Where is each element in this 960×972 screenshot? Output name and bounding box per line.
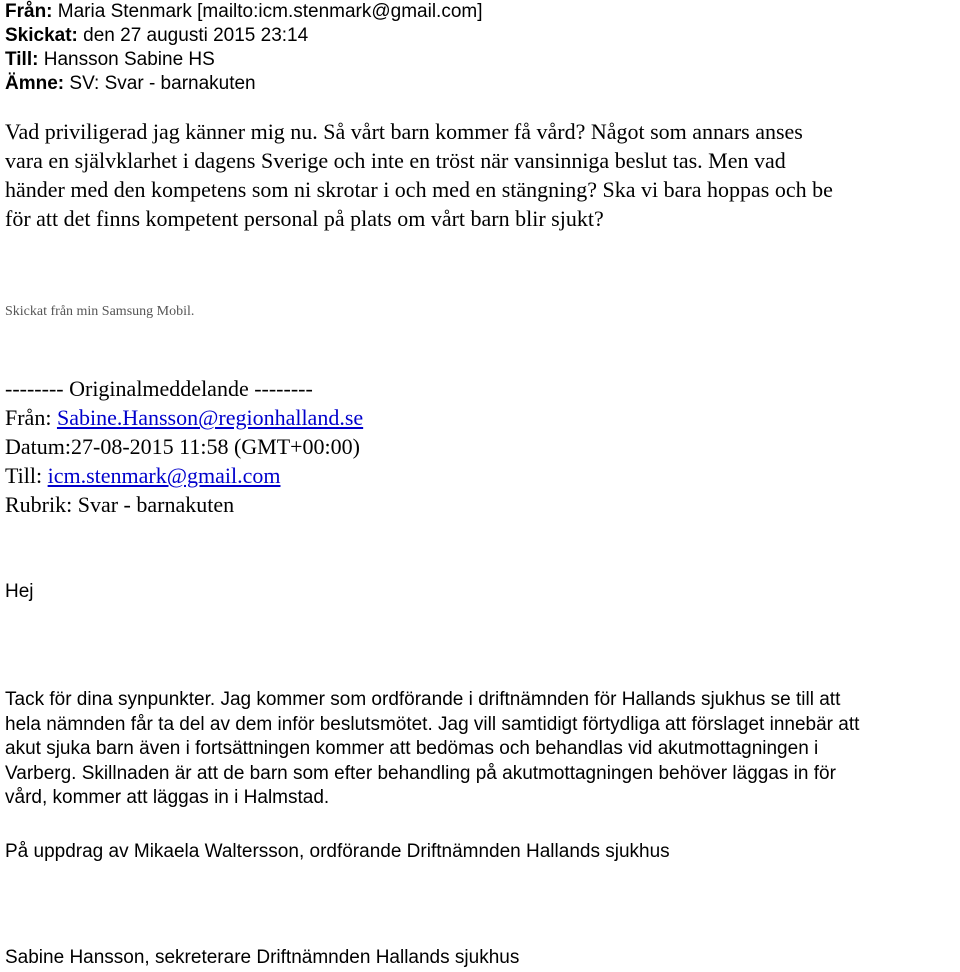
from-value: Maria Stenmark [mailto:icm.stenmark@gmail.com] — [52, 1, 483, 22]
original-from-link[interactable]: Sabine.Hansson@regionhalland.se — [56, 405, 364, 430]
original-body-line: vård, kommer att läggas in i Halmstad. — [5, 787, 330, 808]
original-separator: -------- Originalmeddelande -------- — [5, 376, 313, 401]
mobile-signature: Skickat från min Samsung Mobil. — [5, 304, 195, 319]
subject-label: Ämne: — [5, 73, 65, 94]
reply-body — [5, 117, 960, 233]
original-body-line: akut sjuka barn även i fortsättningen kommer att bedömas och behandlas vid akutmottagningen i — [5, 738, 819, 759]
original-from-row — [5, 403, 363, 432]
on-behalf-line: På uppdrag av Mikaela Waltersson, ordförande Driftnämnden Hallands sjukhus — [5, 841, 670, 862]
original-body-line: Varberg. Skillnaden är att de barn som efter behandling på akutmottagningen behöver läggas in för — [5, 762, 836, 784]
sent-value: den 27 augusti 2015 23:14 — [77, 25, 309, 46]
to-row — [5, 48, 483, 72]
original-body — [5, 688, 859, 811]
to-label: Till: — [5, 49, 39, 70]
to-value: Hansson Sabine HS — [38, 49, 215, 70]
email-header — [5, 0, 483, 96]
reply-line: Vad priviligerad jag känner mig nu. Så vårt barn kommer få vård? Något som annars anses — [5, 119, 803, 144]
original-to-row — [5, 461, 363, 490]
sent-label: Skickat: — [5, 25, 78, 46]
sent-row — [5, 24, 483, 48]
original-body-line: hela nämnden får ta del av dem inför beslutsmötet. Jag vill samtidigt förtydliga att förslaget innebär att — [5, 713, 860, 735]
subject-value: SV: Svar - barnakuten — [64, 73, 256, 94]
subject-row — [5, 72, 483, 96]
original-message-header — [5, 374, 363, 519]
original-date: Datum:27-08-2015 11:58 (GMT+00:00) — [5, 434, 360, 459]
from-label: Från: — [5, 1, 53, 22]
greeting: Hej — [5, 581, 34, 602]
original-body-line: Tack för dina synpunkter. Jag kommer som ordförande i driftnämnden för Hallands sjukhus se till att — [5, 689, 841, 710]
original-to-link[interactable]: icm.stenmark@gmail.com — [47, 463, 281, 488]
original-subject: Rubrik: Svar - barnakuten — [5, 492, 235, 517]
reply-line: för att det finns kompetent personal på plats om vårt barn blir sjukt? — [5, 206, 604, 231]
reply-line: vara en självklarhet i dagens Sverige och inte en tröst när vansinniga beslut tas. Men vad — [5, 148, 786, 173]
original-from-label: Från: — [5, 405, 57, 430]
sender-signature: Sabine Hansson, sekreterare Driftnämnden Hallands sjukhus — [5, 947, 520, 968]
original-to-label: Till: — [5, 463, 48, 488]
from-row — [5, 0, 483, 24]
reply-line: händer med den kompetens som ni skrotar i och med en stängning? Ska vi bara hoppas och be — [5, 177, 833, 202]
